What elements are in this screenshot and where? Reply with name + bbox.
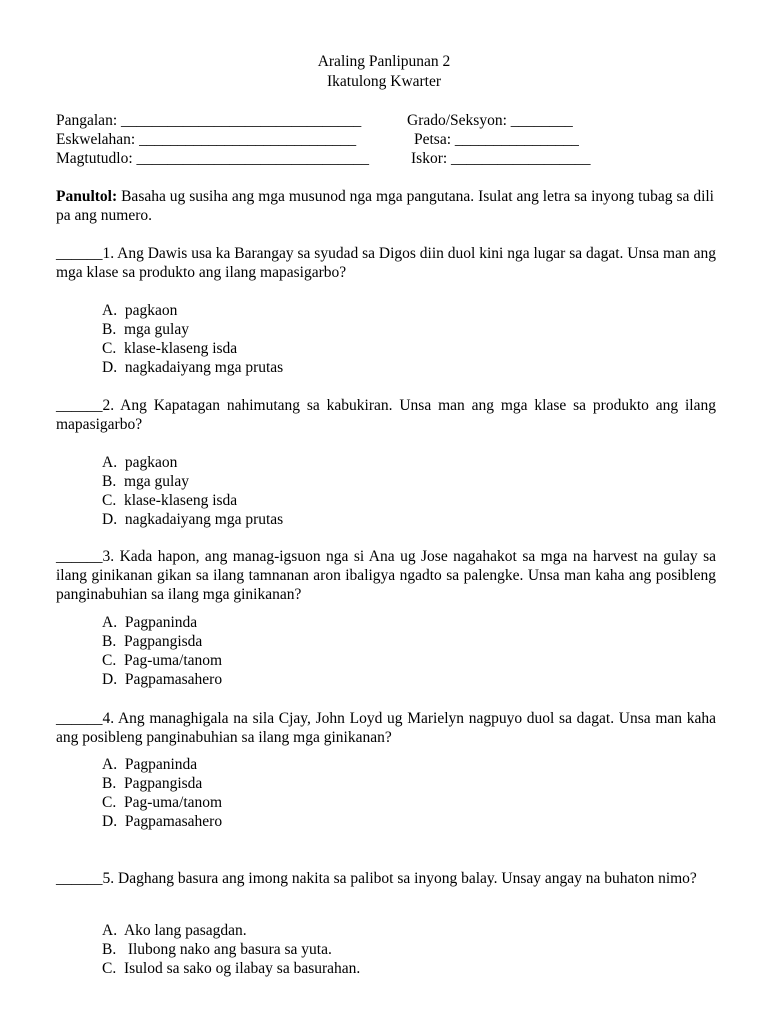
question-1-choices [102, 301, 283, 377]
school-field: Eskwelahan: ____________________________ [56, 131, 357, 148]
grade-section-field: Grado/Seksyon: ________ [407, 112, 573, 129]
question-3-choices [102, 613, 222, 689]
choice-2d: D. nagkadaiyang mga prutas [102, 511, 284, 528]
question-1: ______1. Ang Dawis usa ka Barangay sa syudad sa Digos diin duol kini nga lugar sa dagat. Unsa man ang mga klase sa produkto ang ilang mapasigarbo? [56, 245, 716, 281]
choice-4b: B. Pagpangisda [102, 775, 203, 792]
choice-5a: A. Ako lang pasagdan. [102, 922, 247, 939]
date-field: Petsa: ________________ [414, 131, 579, 148]
question-5: ______5. Daghang basura ang imong nakita sa palibot sa inyong balay. Unsay angay na buhaton nimo? [56, 870, 697, 887]
info-row-teacher [56, 149, 591, 168]
name-field: Pangalan: _______________________________ [56, 112, 362, 129]
choice-1a: A. pagkaon [102, 302, 178, 319]
teacher-field: Magtutudlo: ______________________________ [56, 150, 370, 167]
choice-2a: A. pagkaon [102, 454, 178, 471]
question-4-choices [102, 755, 222, 831]
choice-1d: D. nagkadaiyang mga prutas [102, 359, 284, 376]
question-2-choices [102, 453, 283, 529]
choice-3c: C. Pag-uma/tanom [102, 652, 223, 669]
instructions-text: Basaha ug susiha ang mga musunod nga mga pangutana. Isulat ang letra sa inyong tubag sa dili pa ang numero. [56, 188, 714, 224]
info-row-school [56, 130, 579, 149]
choice-5b: B. Ilubong nako ang basura sa yuta. [102, 941, 332, 958]
question-4: ______4. Ang managhigala na sila Cjay, John Loyd ug Marielyn nagpuyo duol sa dagat. Unsa man kaha ang posibleng panginabuhian sa ilang mga ginikanan? [56, 710, 716, 746]
instructions-label: Panultol: [56, 188, 118, 205]
choice-2c: C. klase-klaseng isda [102, 492, 238, 509]
choice-3d: D. Pagpamasahero [102, 671, 223, 688]
choice-5c: C. Isulod sa sako og ilabay sa basurahan. [102, 960, 361, 977]
choice-4a: A. Pagpaninda [102, 756, 198, 773]
choice-3a: A. Pagpaninda [102, 614, 198, 631]
choice-4d: D. Pagpamasahero [102, 813, 223, 830]
choice-1c: C. klase-klaseng isda [102, 340, 238, 357]
choice-3b: B. Pagpangisda [102, 633, 203, 650]
choice-4c: C. Pag-uma/tanom [102, 794, 223, 811]
choice-2b: B. mga gulay [102, 473, 189, 490]
instructions [56, 187, 714, 225]
question-3: ______3. Kada hapon, ang manag-igsuon nga si Ana ug Jose nagahakot sa mga na harvest na gulay sa ilang ginikanan gikan sa ilang tamnanan aron ibaligya ngadto sa palengke. Unsa man kaha ang posibleng panginabuhian sa ilang mga ginikanan? [56, 548, 716, 603]
question-5-choices [102, 921, 360, 978]
score-field: Iskor: __________________ [411, 150, 591, 167]
choice-1b: B. mga gulay [102, 321, 189, 338]
worksheet-title: Araling Panlipunan 2 [317, 53, 451, 70]
question-2: ______2. Ang Kapatagan nahimutang sa kabukiran. Unsa man ang mga klase sa produkto ang ilang mapasigarbo? [56, 397, 716, 433]
worksheet-subtitle: Ikatulong Kwarter [326, 73, 442, 90]
info-row-name [56, 111, 573, 130]
